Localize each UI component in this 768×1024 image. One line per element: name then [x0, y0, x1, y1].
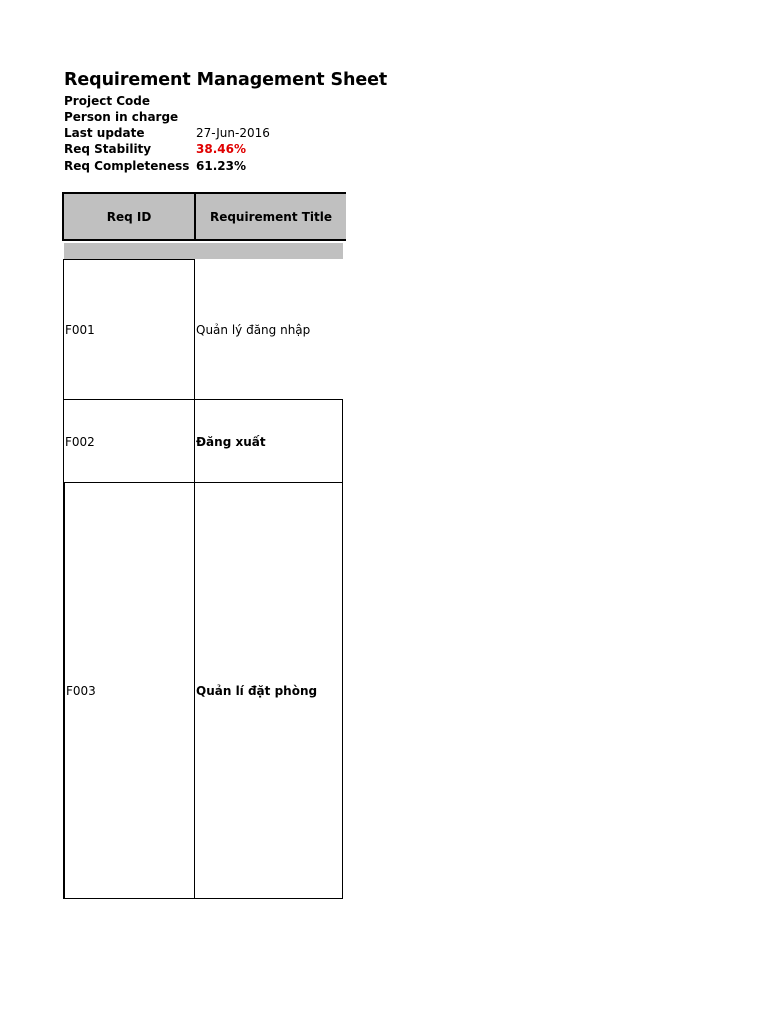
- req-id-cell[interactable]: F003: [63, 482, 195, 899]
- req-stability-label: Req Stability: [64, 142, 152, 156]
- requirement-title-cell[interactable]: Quản lý đăng nhập: [196, 322, 311, 337]
- last-update-label: Last update: [64, 126, 145, 140]
- sheet-title: Requirement Management Sheet: [64, 70, 388, 90]
- person-in-charge-label: Person in charge: [64, 110, 179, 124]
- column-header-req-id[interactable]: Req ID: [62, 192, 196, 241]
- req-completeness-value[interactable]: 61.23%: [196, 159, 246, 173]
- requirement-title-cell[interactable]: Quản lí đặt phòng: [194, 482, 343, 899]
- req-stability-value[interactable]: 38.46%: [196, 142, 246, 156]
- req-id-cell[interactable]: F001: [63, 259, 195, 400]
- req-completeness-label: Req Completeness: [64, 159, 190, 173]
- column-header-requirement-title[interactable]: Requirement Title: [194, 192, 346, 241]
- requirement-title-cell[interactable]: Đăng xuất: [194, 399, 343, 483]
- project-code-label: Project Code: [64, 94, 151, 108]
- header-separator-band: [64, 243, 343, 259]
- req-id-cell[interactable]: F002: [63, 399, 195, 483]
- last-update-value[interactable]: 27-Jun-2016: [196, 126, 270, 140]
